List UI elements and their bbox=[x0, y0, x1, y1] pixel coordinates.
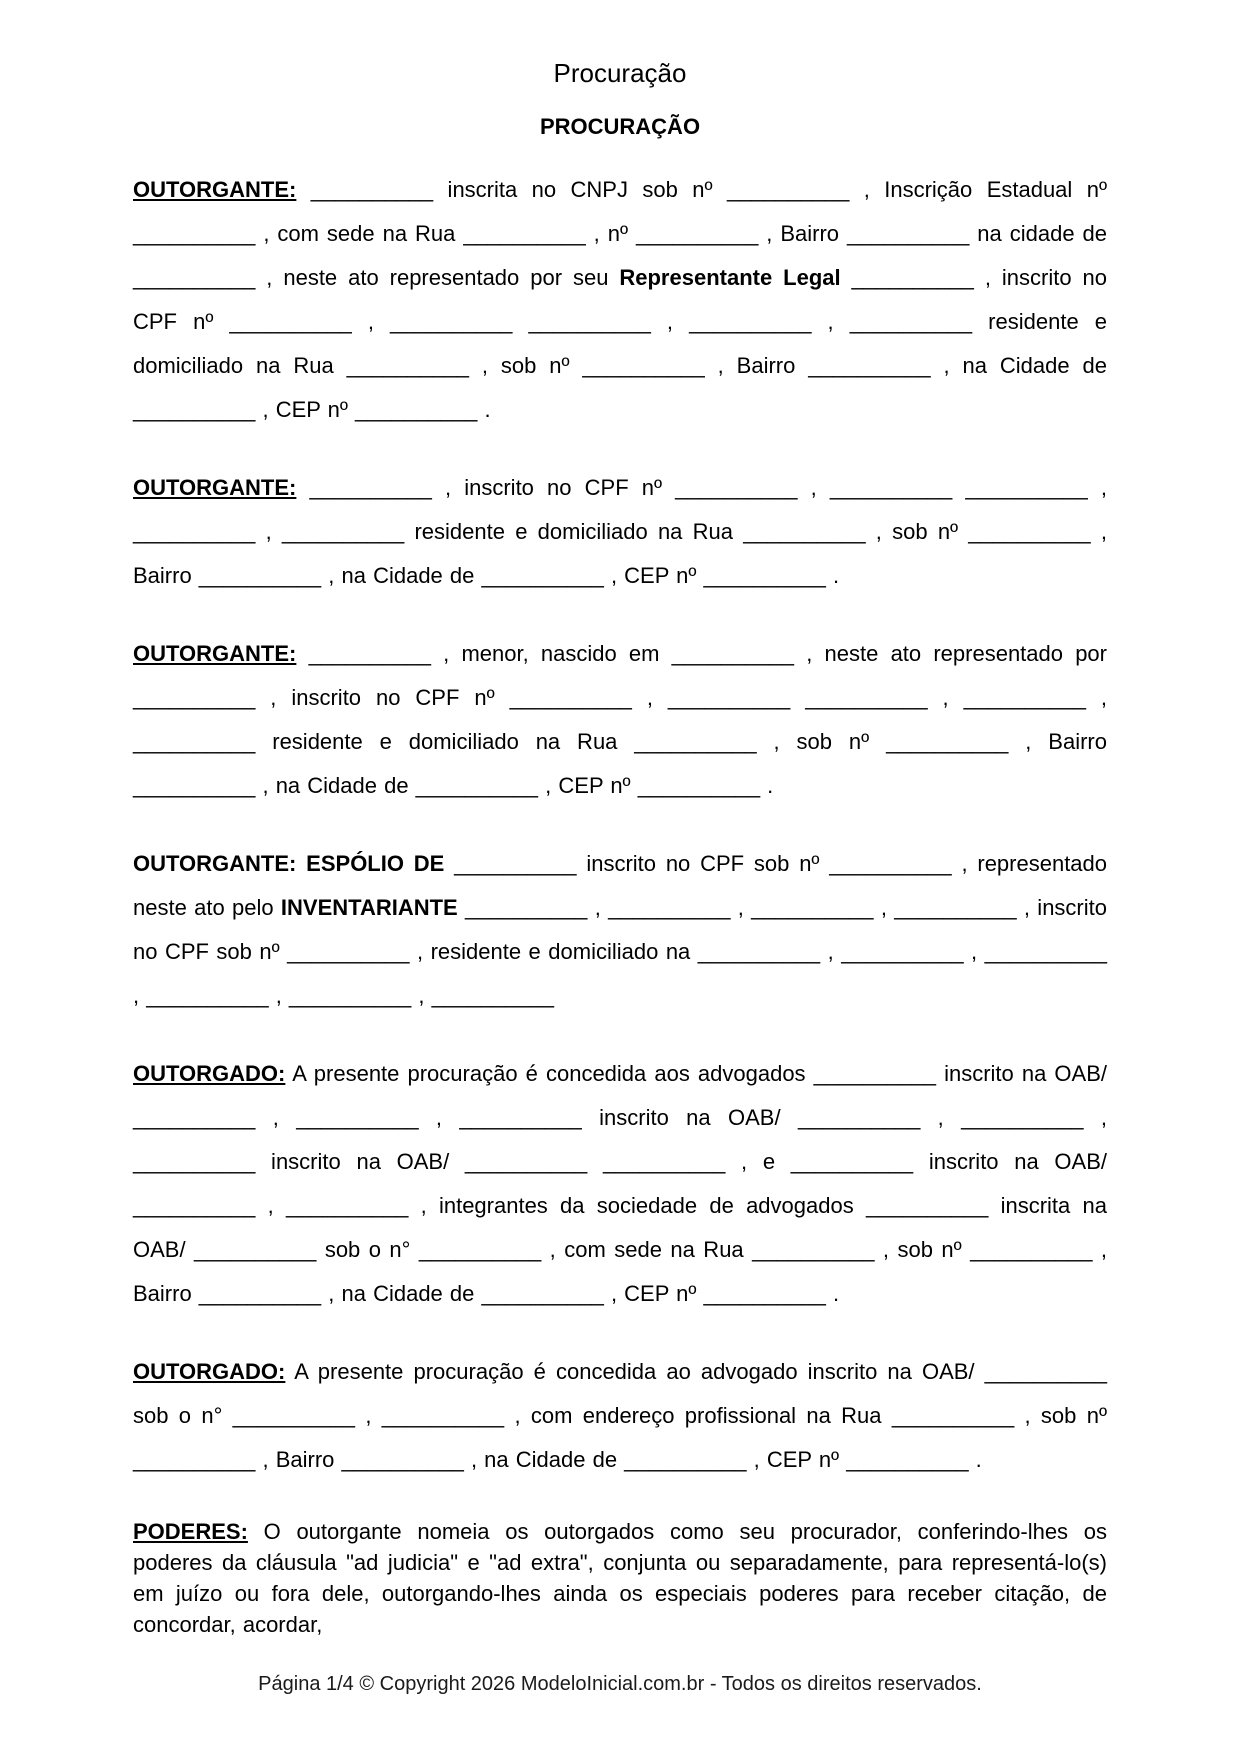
text-segment: Representante Legal bbox=[619, 265, 841, 290]
text-segment: OUTORGANTE: bbox=[133, 475, 297, 500]
text-segment: INVENTARIANTE bbox=[280, 895, 458, 920]
page-title: Procuração bbox=[553, 58, 687, 88]
text-segment: __________ , inscrito no CPF nº __________ , __________ __________ , __________ , __________ residente e domiciliado na Rua __________ , sob nº __________ , Bairro __________ , na Cidade de __________ , CEP nº __________ . bbox=[133, 475, 1107, 588]
text-segment: OUTORGADO: bbox=[133, 1359, 286, 1384]
text-segment: OUTORGANTE: ESPÓLIO DE bbox=[133, 851, 445, 876]
document-heading: PROCURAÇÃO bbox=[539, 114, 701, 139]
text-segment: PODERES: bbox=[133, 1519, 248, 1544]
text-segment: __________ , inscrito no CPF nº __________ , __________ __________ , __________ , __________ residente e domiciliado na Rua __________ , sob nº __________ , Bairro __________ , na Cidade de __________ , CEP nº __________ . bbox=[133, 265, 1107, 422]
paragraph-outorgante-3 bbox=[133, 632, 1107, 808]
paragraph-outorgante-espolio bbox=[133, 842, 1107, 1018]
text-segment: __________ , __________ , __________ , __________ , inscrito no CPF sob nº __________ , residente e domiciliado na __________ , __________ , __________ , __________ , __________ , __________ bbox=[133, 895, 1107, 1008]
text-segment: __________ inscrita no CNPJ sob nº __________ , Inscrição Estadual nº __________ , com sede na Rua __________ , nº __________ , Bairro __________ na cidade de __________ , neste ato representado por seu bbox=[133, 177, 1107, 290]
paragraphs-container bbox=[133, 168, 1107, 1640]
text-segment: OUTORGADO: bbox=[133, 1061, 286, 1086]
text-segment: O outorgante nomeia os outorgados como seu procurador, conferindo-lhes os poderes da cláusula "ad judicia" e "ad extra", conjunta ou separadamente, para representá-lo(s) em juízo ou fora dele, outorgando-lhes ainda os especiais poderes para receber citação, de concordar, acordar, bbox=[133, 1519, 1107, 1637]
page-footer: Página 1/4 © Copyright 2026 ModeloInicial.com.br - Todos os direitos reservados. bbox=[258, 1673, 982, 1695]
text-segment: __________ inscrito no CPF sob nº __________ , representado neste ato pelo bbox=[133, 851, 1108, 920]
text-segment: OUTORGANTE: bbox=[133, 177, 297, 202]
text-segment: A presente procuração é concedida ao advogado inscrito na OAB/ __________ sob o n° __________ , __________ , com endereço profissional na Rua __________ , sob nº __________ , Bairro __________ , na Cidade de __________ , CEP nº __________ . bbox=[133, 1359, 1107, 1472]
paragraph-outorgante-2 bbox=[133, 466, 1107, 598]
paragraph-poderes bbox=[133, 1516, 1107, 1640]
text-segment: OUTORGANTE: bbox=[133, 641, 297, 666]
text-segment: __________ , menor, nascido em __________ , neste ato representado por __________ , inscrito no CPF nº __________ , __________ __________ , __________ , __________ residente e domiciliado na Rua __________ , sob nº __________ , Bairro __________ , na Cidade de __________ , CEP nº __________ . bbox=[133, 641, 1107, 798]
paragraph-outorgado-1 bbox=[133, 1052, 1107, 1316]
paragraph-outorgado-2 bbox=[133, 1350, 1107, 1482]
text-segment: A presente procuração é concedida aos advogados __________ inscrito na OAB/ __________ , __________ , __________ inscrito na OAB/ __________ , __________ , __________ inscrito na OAB/ __________ __________ , e __________ inscrito na OAB/ __________ , __________ , integrantes da sociedade de advogados __________ inscrita na OAB/ __________ sob o n° __________ , com sede na Rua __________ , sob nº __________ , Bairro __________ , na Cidade de __________ , CEP nº __________ . bbox=[133, 1061, 1107, 1306]
paragraph-outorgante-1 bbox=[133, 168, 1107, 432]
